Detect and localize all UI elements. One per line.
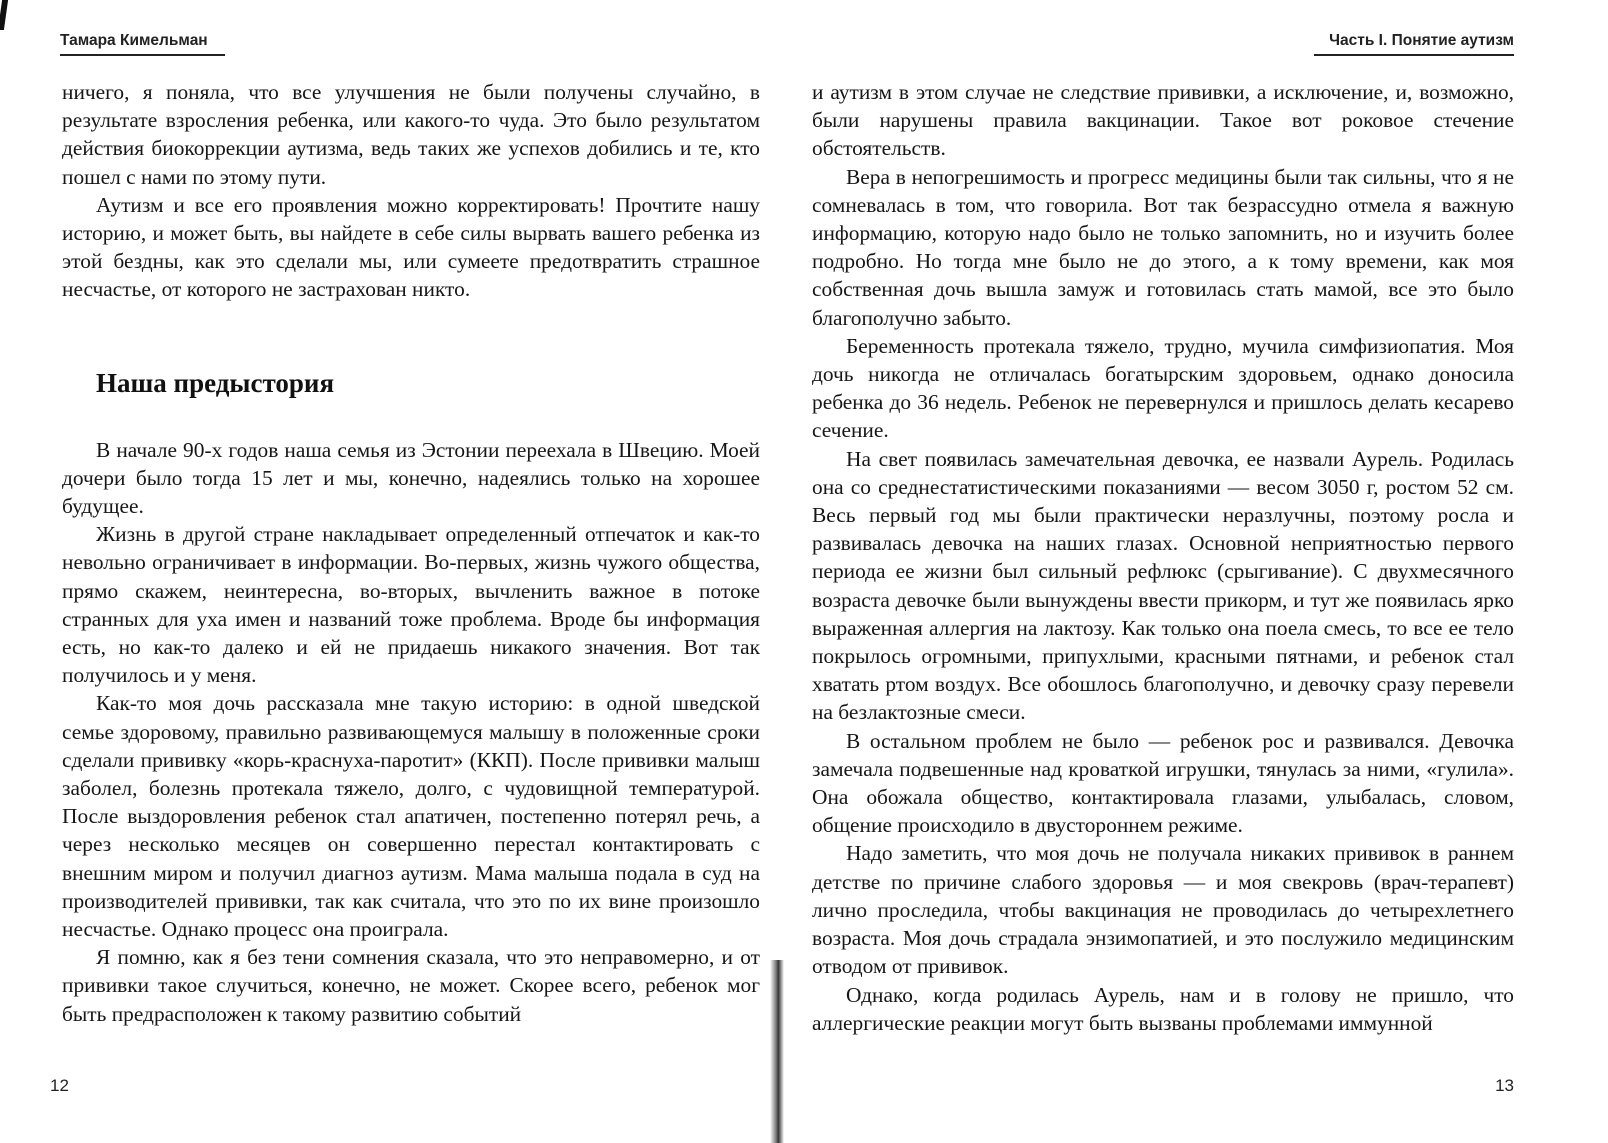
paragraph: Жизнь в другой стране накладывает определенный отпечаток и как-то невольно ограничивает в информации. Во-первых, жизнь чужого общества, прямо скажем, неинтересна, во-вторых, вычленить важное в потоке странных для уха имен и названий тоже проблема. Вроде бы информация есть, но как-то далеко и ей не придаешь никакого значения. Вот так получилось и у меня. (62, 522, 760, 688)
left-page (0, 0, 800, 1143)
right-page (804, 0, 1608, 1143)
paragraph: Надо заметить, что моя дочь не получала никаких прививок в раннем детстве по причине слабого здоровья — и моя свекровь (врач-терапевт) лично проследила, чтобы вакцинация не проводилась до четырехлетнего возраста. Моя дочь страдала энзимопатией, и это послужило медицинским отводом от прививок. (812, 841, 1514, 979)
right-running-head (1314, 32, 1514, 56)
paragraph: ничего, я поняла, что все улучшения не были получены случайно, в результате взросления ребенка, или какого-то чуда. Это было результатом действия биокоррекции аутизма, ведь таких же успехов добились и те, кто пошел с нами по этому пути. (62, 80, 760, 189)
paragraph: Аутизм и все его проявления можно корректировать! Прочтите нашу историю, и может быть, вы найдете в себе силы вырвать вашего ребенка из этой бездны, как это сделали мы, или сумеете предотвратить страшное несчастье, от которого не застрахован никто. (62, 192, 760, 302)
right-page-number: 13 (1495, 1076, 1514, 1095)
paragraph: Вера в непогрешимость и прогресс медицины были так сильны, что я не сомневалась в том, что говорила. Вот так безрассудно отмела я важную информацию, которую надо было не только запомнить, но и изучить более подробно. Но тогда мне было не до этого, а к тому времени, как моя собственная дочь вышла замуж и готовилась стать мамой, все это было благополучно забыто. (812, 164, 1514, 330)
section-heading: Наша предыстория (96, 367, 335, 398)
paragraph: Я помню, как я без тени сомнения сказала, что это неправомерно, и от прививки такое случиться, конечно, не может. Скорее всего, ребенок мог быть предрасположен к такому развитию событий (62, 945, 760, 1026)
paragraph: Как-то моя дочь рассказала мне такую историю: в одной шведской семье здоровому, правильно развивающемуся малышу в положенные сроки сделали прививку «корь-краснуха-паротит» (ККП). После прививки малыш заболел, болезнь протекала тяжело, долго, с чудовищной температурой. После выздоровления ребенок стал апатичен, постепенно потерял речь, а через несколько месяцев он совершенно перестал контактировать с внешним миром и получил диагноз аутизм. Мама малыша подала в суд на производителей прививки, так как считала, что это по их вине произошло несчастье. Однако процесс она проиграла. (62, 691, 760, 942)
paragraph: Однако, когда родилась Аурель, нам и в голову не пришло, что аллергические реакции могут быть вызваны проблемами иммунной (812, 982, 1514, 1035)
gutter-shadow (770, 960, 784, 1143)
left-body-text (62, 78, 760, 1028)
left-running-head-rule (60, 54, 225, 56)
right-running-head-text: Часть I. Понятие аутизм (1329, 32, 1514, 49)
right-body-text (812, 78, 1514, 1037)
left-running-head (60, 32, 225, 56)
right-running-head-rule (1314, 54, 1514, 56)
paragraph: Беременность протекала тяжело, трудно, мучила симфизиопатия. Моя дочь никогда не отличалась богатырским здоровьем, однако доносила ребенка до 36 недель. Ребенок не перевернулся и пришлось делать кесарево сечение. (812, 333, 1514, 443)
paragraph: и аутизм в этом случае не следствие прививки, а исключение, и, возможно, были нарушены правила вакцинации. Такое вот роковое стечение обстоятельств. (812, 80, 1514, 161)
left-page-number: 12 (50, 1076, 69, 1095)
paragraph: В остальном проблем не было — ребенок рос и развивался. Девочка замечала подвешенные над кроваткой игрушки, тянулась за ними, «гулила». Она обожала общество, контактировала глазами, улыбалась, словом, общение происходило в двустороннем режиме. (812, 728, 1514, 838)
left-running-head-text: Тамара Кимельман (60, 32, 208, 49)
paragraph: В начале 90-х годов наша семья из Эстонии переехала в Швецию. Моей дочери было тогда 15 лет и мы, конечно, надеялись только на хорошее будущее. (62, 437, 760, 519)
paragraph: На свет появилась замечательная девочка, ее назвали Аурель. Родилась она со среднестатистическими показаниями — весом 3050 г, ростом 52 см. Весь первый год мы были практически неразлучны, поэтому росла и развивалась девочка на наших глазах. Основной неприятностью первого периода ее жизни был сильный рефлюкс (срыгивание). С двухмесячного возраста девочке были вынуждены ввести прикорм, и тут же появилась ярко выраженная аллергия на лактозу. Как только она поела смесь, то все ее тело покрылось огромными, припухлыми, красными пятнами, и ребенок стал хватать ртом воздух. Все обошлось благополучно, и девочку сразу перевели на безлактозные смеси. (812, 446, 1514, 725)
